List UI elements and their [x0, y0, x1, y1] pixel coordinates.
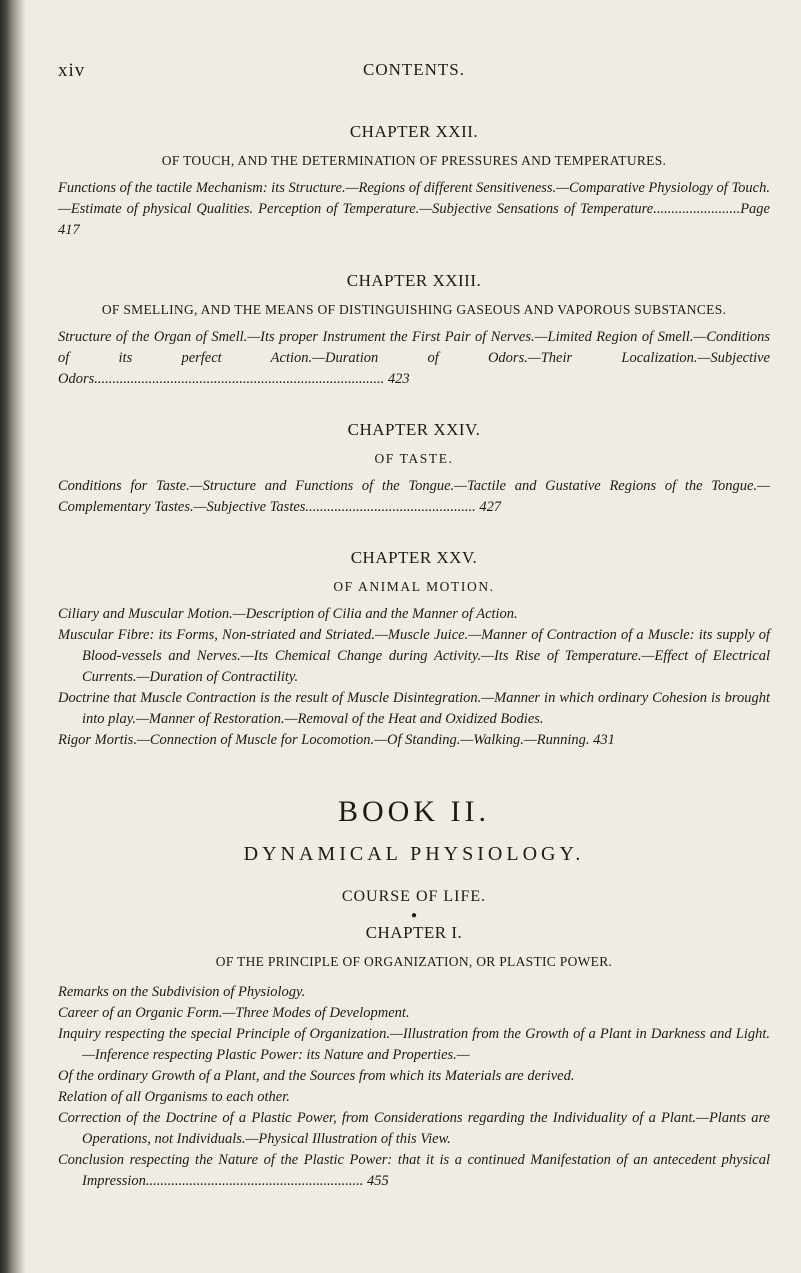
chapter-entry: Correction of the Doctrine of a Plastic Power, from Considerations regarding the Individuality of a Plant.—Plants are Operations, not Individuals.—Physical Illustration of this View. — [58, 1110, 770, 1147]
section-title: COURSE OF LIFE. — [341, 888, 487, 905]
chapter-heading: CHAPTER XXIV. — [347, 420, 481, 439]
chapter-block — [58, 122, 770, 241]
chapter-subtitle: OF THE PRINCIPLE OF ORGANIZATION, OR PLASTIC POWER. — [215, 954, 613, 969]
chapter-subtitle: OF ANIMAL MOTION. — [333, 579, 495, 594]
running-head — [58, 60, 770, 84]
chapter-heading: CHAPTER I. — [365, 923, 463, 942]
bullet-ornament: ● — [410, 910, 418, 921]
chapter-block — [58, 548, 770, 751]
chapter-entry: Career of an Organic Form.—Three Modes of Development. — [58, 1005, 410, 1021]
chapter-entry: Rigor Mortis.—Connection of Muscle for Locomotion.—Of Standing.—Walking.—Running. 431 — [58, 732, 615, 748]
chapter-entry: Doctrine that Muscle Contraction is the result of Muscle Disintegration.—Manner in which ordinary Cohesion is brought into play.—Manner of Restoration.—Removal of the Heat and Oxidized Bodies. — [58, 690, 770, 727]
chapter-subtitle: OF TASTE. — [374, 451, 454, 466]
book-title: BOOK II. — [338, 795, 490, 828]
chapter-subtitle: OF TOUCH, AND THE DETERMINATION OF PRESSURES AND TEMPERATURES. — [161, 153, 667, 168]
contents-body — [58, 122, 770, 1192]
chapter-block — [58, 420, 770, 518]
chapter-heading: CHAPTER XXV. — [350, 548, 478, 567]
running-title: CONTENTS. — [362, 60, 466, 79]
chapter-entry: Conditions for Taste.—Structure and Functions of the Tongue.—Tactile and Gustative Regions of the Tongue.—Complementary Tastes.—Subjective Tastes............................................... 427 — [58, 478, 770, 515]
chapter-subtitle: OF SMELLING, AND THE MEANS OF DISTINGUISHING GASEOUS AND VAPOROUS SUBSTANCES. — [101, 302, 727, 317]
chapter-entry: Functions of the tactile Mechanism: its Structure.—Regions of different Sensitiveness.—Comparative Physiology of Touch.—Estimate of physical Qualities. Perception of Temperature.—Subjective Sensations of Temperature........................Page 417 — [58, 180, 770, 238]
chapter-entry: Ciliary and Muscular Motion.—Description of Cilia and the Manner of Action. — [58, 606, 518, 622]
book-section — [58, 795, 770, 1192]
chapter-entry: Remarks on the Subdivision of Physiology. — [58, 984, 306, 1000]
chapter-heading: CHAPTER XXII. — [349, 122, 479, 141]
chapter-block — [58, 271, 770, 390]
chapter-entry: Structure of the Organ of Smell.—Its proper Instrument the First Pair of Nerves.—Limited Region of Smell.—Conditions of its perfect Action.—Duration of Odors.—Their Localization.—Subjective Odors................................................................................ 423 — [58, 329, 770, 387]
chapter-entry: Inquiry respecting the special Principle of Organization.—Illustration from the Growth of a Plant in Darkness and Light.—Inference respecting Plastic Power: its Nature and Properties.— — [58, 1026, 770, 1063]
chapter-entry: Relation of all Organisms to each other. — [58, 1089, 290, 1105]
chapter-heading: CHAPTER XXIII. — [346, 271, 482, 290]
book-binding-edge — [0, 0, 26, 1273]
chapter-entry: Of the ordinary Growth of a Plant, and the Sources from which its Materials are derived. — [58, 1068, 575, 1084]
contents-page — [58, 0, 770, 1273]
chapter-entry: Muscular Fibre: its Forms, Non-striated and Striated.—Muscle Juice.—Manner of Contraction of a Muscle: its supply of Blood-vessels and Nerves.—Its Chemical Change during Activity.—Its Rise of Temperature.—Effect of Electrical Currents.—Duration of Contractility. — [58, 627, 770, 685]
page-number: xiv — [58, 60, 86, 81]
book-subtitle: DYNAMICAL PHYSIOLOGY. — [243, 843, 585, 865]
chapter-entry: Conclusion respecting the Nature of the Plastic Power: that it is a continued Manifestation of an antecedent physical Impression............................................................ 455 — [58, 1152, 770, 1189]
